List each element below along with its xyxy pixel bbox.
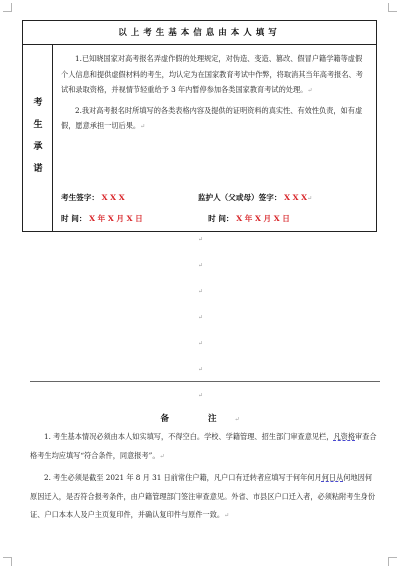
side-label-char: 生 bbox=[33, 120, 43, 130]
crop-mark-top-right bbox=[388, 3, 397, 12]
date-row bbox=[61, 213, 370, 224]
side-label-column bbox=[23, 45, 53, 231]
pledge-paragraph-2-text: 2.我对高考报名时所填写的各类表格内容及提供的证明资料的真实性、有效性负责，如有虚假，愿意承担一切后果。 bbox=[61, 105, 363, 131]
paragraph-mark: ↵ bbox=[198, 314, 204, 321]
pledge-content bbox=[53, 45, 376, 231]
pledge-paragraph-1: 1.已知晓国家对高考报名弄虚作假的处理规定，对伪造、变造、篡改、假冒户籍学籍等虚假个人信息和提供虚假材料的考生，均认定为在国家教育考试中作弊，将取消其当年高考报名、考试和录取资格，并视情节轻重给予 3 年内暂停参加各类国家教育考试的处理。↵ bbox=[61, 54, 363, 95]
note-2: 2. 考生必须是截至 2021 年 8 月 31 日前常住户籍，凡户口有迁转者应填写于何年何月何日从何地因何原因迁入，是否符合报考条件，由户籍管理部门签注审查意见。外省、市县区户口迁入者，必须粘附考生身份证、户口本本人及户主页复印件，并确认复印件与原件一致。↵ bbox=[30, 473, 376, 519]
side-label-char: 考 bbox=[33, 98, 43, 108]
notes-title-text: 备 注 bbox=[160, 414, 235, 424]
date-label: 时 间： bbox=[61, 214, 87, 223]
paragraph-mark: ↵ bbox=[198, 288, 204, 295]
note-2-text-b: 何地因何原因迁入，是否符合报考条件，由户籍管理部门签注审查意见。外省、市县区户口迁入者，必须粘附考生身份证、户口本本人及户主页复印件，并确认复印件与原件一致。 bbox=[30, 473, 376, 519]
paragraph-mark: ↵ bbox=[198, 340, 204, 347]
guardian-signature-value: X X X bbox=[284, 193, 308, 202]
note-2-text-a: 2. 考生必须是截至 2021 年 8 月 31 日前常住户籍，凡户口有迁转者应填写于何年何月 bbox=[44, 473, 322, 482]
crop-mark-bottom-left bbox=[3, 557, 12, 566]
guardian-date-value: X 年 X 月 X 日 bbox=[236, 214, 290, 223]
guardian-date-label: 时 间： bbox=[208, 214, 234, 223]
candidate-signature-value: X X X bbox=[101, 193, 125, 202]
candidate-signature-label: 考生签字： bbox=[61, 193, 99, 202]
paragraph-mark: ↵ bbox=[198, 262, 204, 269]
table-title: 以上考生基本信息由本人填写 bbox=[23, 21, 376, 45]
notes-body bbox=[30, 428, 378, 526]
note-1-text-a: 1. 考生基本情况必须由本人如实填写，不得空白。学校、学籍管理、招生部门审查意见栏， bbox=[44, 432, 334, 441]
pledge-paragraph-1-text: 1.已知晓国家对高考报名弄虚作假的处理规定，对伪造、变造、篡改、假冒户籍学籍等虚假个人信息和提供虚假材料的考生，均认定为在国家教育考试中作弊，将取消其当年高考报名、考试和录取资格，并视情节轻重给予 3 年内暂停参加各类国家教育考试的处理。 bbox=[61, 54, 363, 95]
note-2-underlined: 何日从 bbox=[321, 473, 344, 482]
side-label-char: 诺 bbox=[33, 164, 43, 174]
paragraph-mark: ↵ bbox=[198, 392, 204, 399]
signature-row: 考生签字： X X X 监护人（父或母）签字： X X X↵ bbox=[61, 193, 313, 202]
pledge-paragraph-2: 2.我对高考报名时所填写的各类表格内容及提供的证明资料的真实性、有效性负责，如有虚假，愿意承担一切后果。↵ bbox=[61, 105, 363, 131]
date-value: X 年 X 月 X 日 bbox=[89, 214, 143, 223]
paragraph-mark: ↵ bbox=[198, 236, 204, 243]
section-divider bbox=[30, 381, 380, 382]
note-1-text-b: 审查合格考生均应填写“符合条件，同意报考”。 bbox=[30, 432, 377, 460]
guardian-signature-label: 监护人（父或母）签字： bbox=[197, 193, 282, 202]
candidate-pledge-table bbox=[22, 20, 377, 232]
side-label-char: 承 bbox=[33, 142, 43, 152]
note-1: 1. 考生基本情况必须由本人如实填写，不得空白。学校、学籍管理、招生部门审查意见栏，凡资格审查合格考生均应填写“符合条件，同意报考”。↵ bbox=[30, 432, 377, 460]
crop-mark-bottom-right bbox=[388, 557, 397, 566]
notes-title: 备 注↵ bbox=[160, 414, 240, 424]
paragraph-mark: ↵ bbox=[198, 366, 204, 373]
crop-mark-top-left bbox=[3, 3, 12, 12]
note-1-underlined: 凡资格 bbox=[333, 432, 356, 441]
